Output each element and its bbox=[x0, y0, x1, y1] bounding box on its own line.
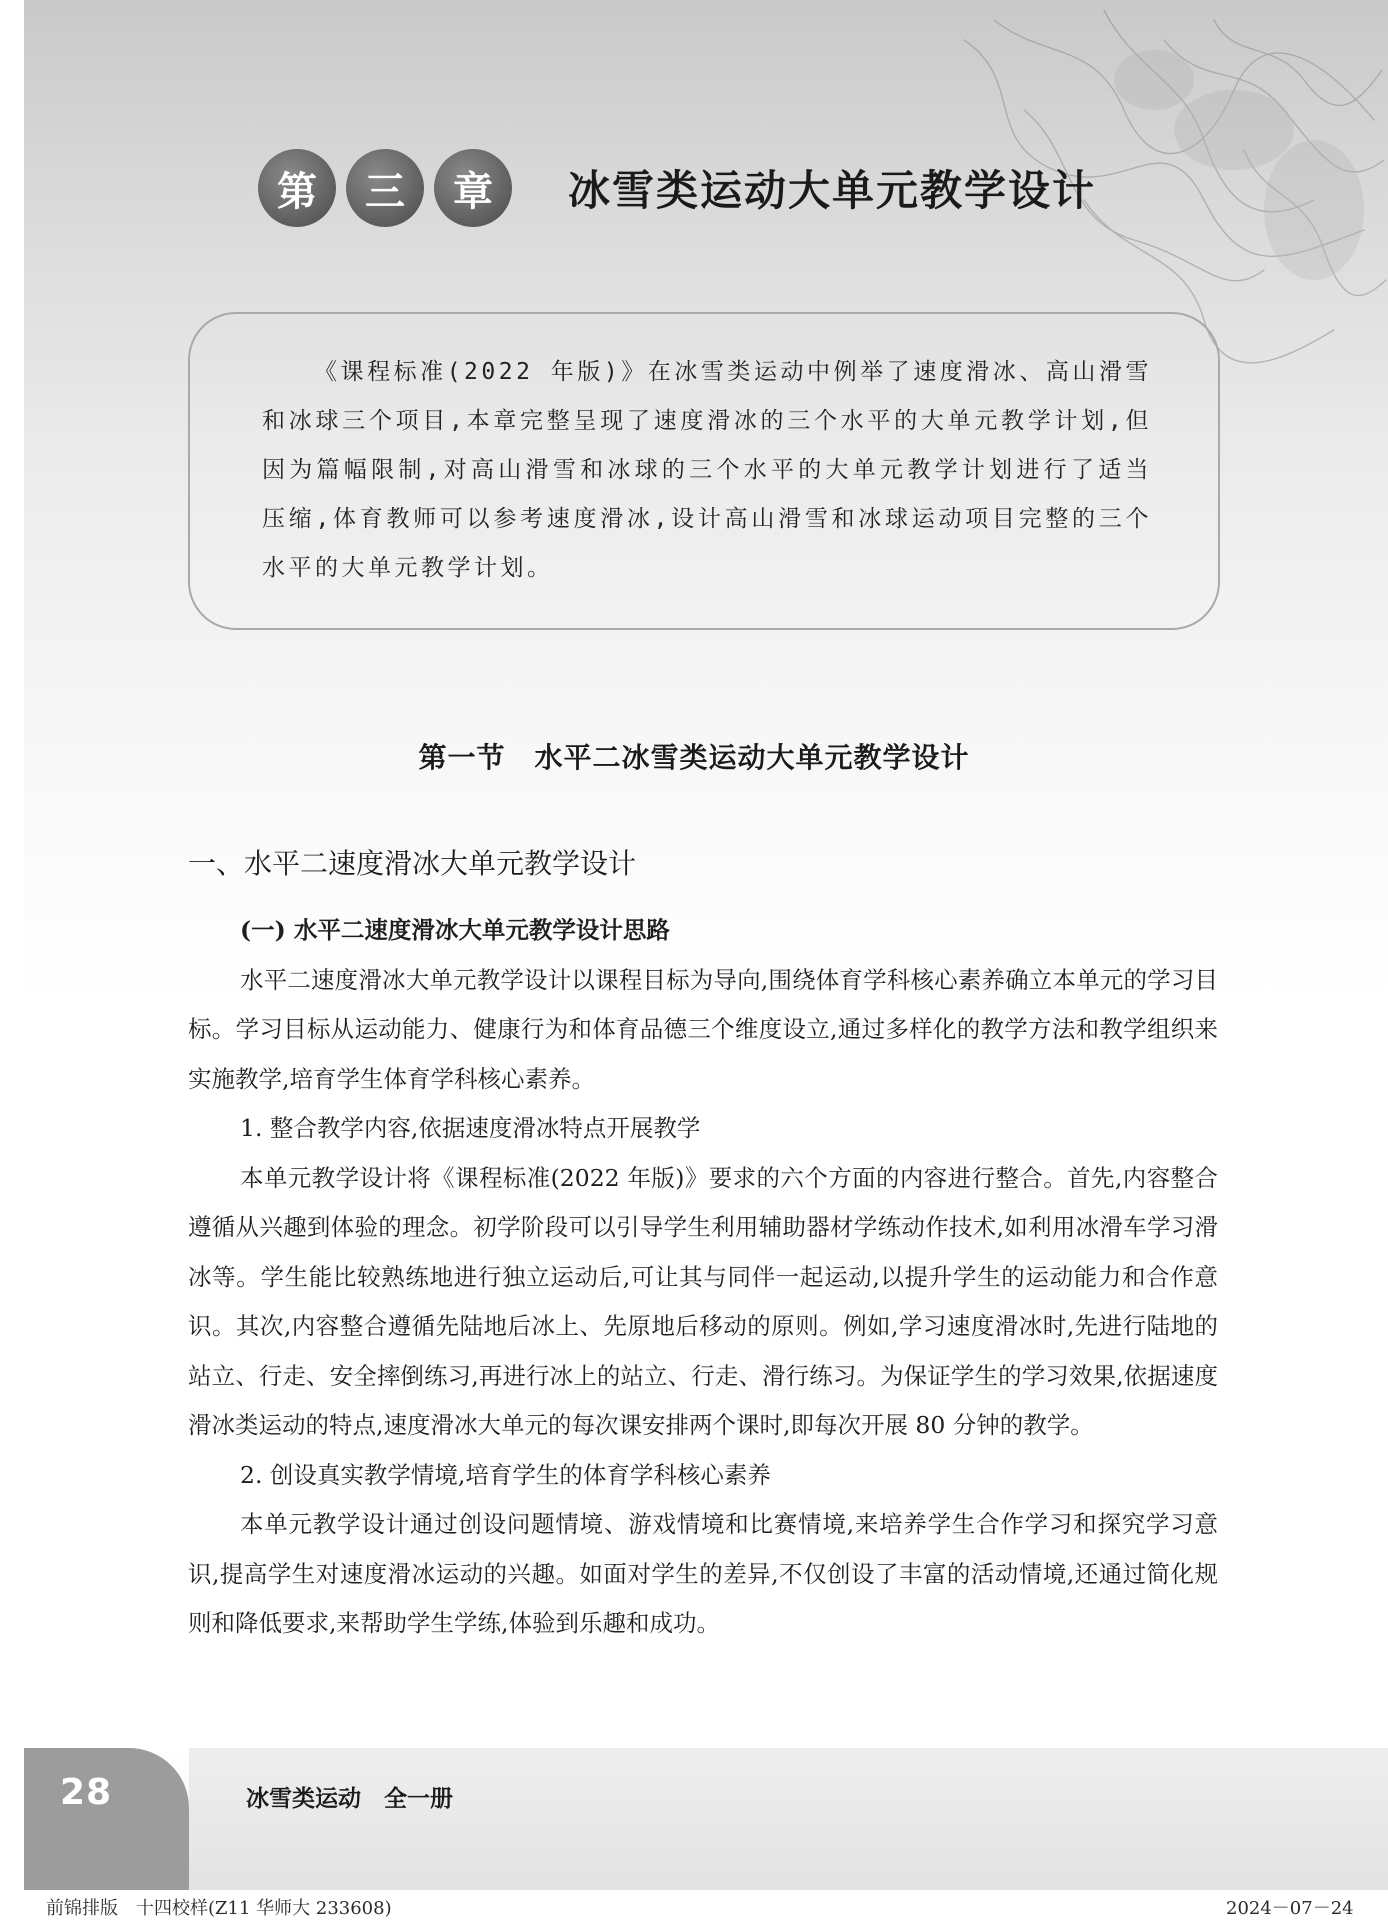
heading-level-1: 一、水平二速度滑冰大单元教学设计 bbox=[188, 847, 637, 880]
numbered-heading-1: 1. 整合教学内容,依据速度滑冰特点开展教学 bbox=[240, 1114, 701, 1142]
chapter-header bbox=[258, 146, 1096, 230]
footer-page-tab bbox=[24, 1748, 189, 1890]
paragraph-1: 水平二速度滑冰大单元教学设计以课程目标为导向,围绕体育学科核心素养确立本单元的学习目标。学习目标从运动能力、健康行为和体育品德三个维度设立,通过多样化的教学方法和教学组织来实施教学,培育学生体育学科核心素养。 bbox=[188, 965, 1218, 1093]
chapter-title: 冰雪类运动大单元教学设计 bbox=[568, 166, 1097, 215]
section-title: 第一节 水平二冰雪类运动大单元教学设计 bbox=[418, 741, 970, 774]
sub-heading: (一) 水平二速度滑冰大单元教学设计思路 bbox=[240, 916, 670, 944]
page-number: 28 bbox=[60, 1772, 113, 1813]
book-title: 冰雪类运动 全一册 bbox=[246, 1786, 453, 1812]
print-info-date: 2024－07－24 bbox=[1226, 1898, 1354, 1919]
numbered-heading-2: 2. 创设真实教学情境,培育学生的体育学科核心素养 bbox=[240, 1460, 771, 1489]
paragraph-3: 本单元教学设计通过创设问题情境、游戏情境和比赛情境,来培养学生合作学习和探究学习意识,提高学生对速度滑冰运动的兴趣。如面对学生的差异,不仅创设了丰富的活动情境,还通过简化规则和降低要求,来帮助学生学练,体验到乐趣和成功。 bbox=[188, 1510, 1218, 1637]
body-text bbox=[188, 906, 1218, 1649]
chapter-char-1: 第 bbox=[258, 149, 336, 227]
intro-paragraph: 《课程标准(2022 年版)》在冰雪类运动中例举了速度滑冰、高山滑雪和冰球三个项目,本章完整呈现了速度滑冰的三个水平的大单元教学计划,但因为篇幅限制,对高山滑雪和冰球的三个水平的大单元教学计划进行了适当压缩,体育教师可以参考速度滑冰,设计高山滑雪和冰球运动项目完整的三个水平的大单元教学计划。 bbox=[262, 359, 1152, 581]
intro-text bbox=[262, 348, 1152, 593]
footer-band bbox=[189, 1748, 1388, 1890]
paragraph-2: 本单元教学设计将《课程标准(2022 年版)》要求的六个方面的内容进行整合。首先,内容整合遵循从兴趣到体验的理念。初学阶段可以引导学生利用辅助器材学练动作技术,如利用冰滑车学习滑冰等。学生能比较熟练地进行独立运动后,可让其与同伴一起运动,以提升学生的运动能力和合作意识。其次,内容整合遵循先陆地后冰上、先原地后移动的原则。例如,学习速度滑冰时,先进行陆地的站立、行走、安全摔倒练习,再进行冰上的站立、行走、滑行练习。为保证学生的学习效果,依据速度滑冰类运动的特点,速度滑冰大单元的每次课安排两个课时,即每次开展 80 分钟的教学。 bbox=[188, 1163, 1218, 1439]
chapter-char-3: 章 bbox=[434, 149, 512, 227]
print-info-left: 前锦排版 十四校样(Z11 华师大 233608) bbox=[46, 1898, 392, 1919]
chapter-char-2: 三 bbox=[346, 149, 424, 227]
